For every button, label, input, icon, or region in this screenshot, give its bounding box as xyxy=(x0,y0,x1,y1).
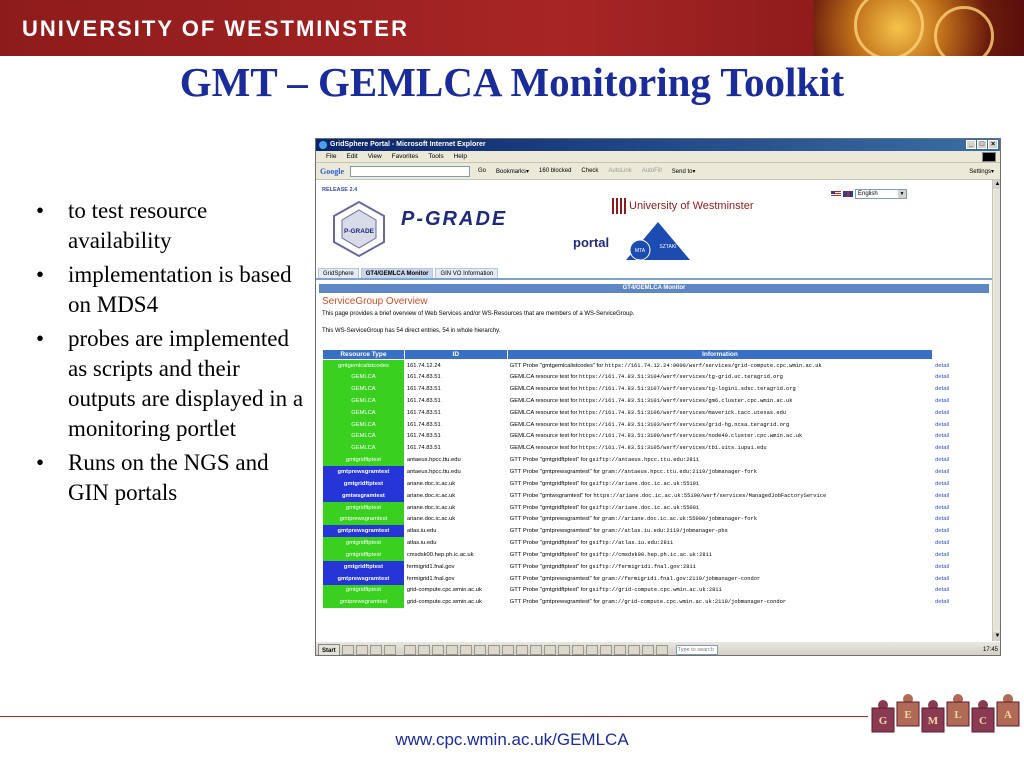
menu-edit[interactable]: Edit xyxy=(346,153,358,160)
entry-count-text: This WS-ServiceGroup has 54 direct entries, 54 in whole hierarchy. xyxy=(322,328,501,334)
resource-id-cell: 161.74.83.51 xyxy=(404,371,507,383)
information-cell xyxy=(507,549,932,561)
pgrade-title: P-GRADE xyxy=(401,208,508,230)
information-cell xyxy=(507,395,932,407)
resource-type-cell: gmtwsgramtest xyxy=(323,490,405,502)
bullet-item: • Runs on the NGS and GIN portals xyxy=(36,448,304,508)
banner-artwork xyxy=(814,0,1024,56)
resource-type-cell: gmtprewsgramtest xyxy=(323,466,405,478)
start-button[interactable]: Start xyxy=(318,644,340,656)
information-prefix: GTT Probe "gmtprewsgramtest" for xyxy=(509,575,602,582)
information-cell xyxy=(507,442,932,454)
window-titlebar xyxy=(316,139,1000,151)
resource-id-cell: 161.74.83.51 xyxy=(404,419,507,431)
windows-flag-icon xyxy=(982,152,996,162)
menu-file[interactable]: File xyxy=(326,153,337,160)
resource-id-cell: atlas.iu.edu xyxy=(404,525,507,537)
detail-link[interactable]: detail xyxy=(933,478,986,490)
resource-url: gram://grid-compute.cpc.wmin.ac.uk:2119/jobmanager-condor xyxy=(601,599,787,606)
detail-link[interactable]: detail xyxy=(933,596,986,608)
information-prefix: GTT Probe "gmtgridftptest" for xyxy=(509,480,590,487)
information-prefix: GTT Probe "gmtprewsgramtest" for xyxy=(509,469,602,476)
information-cell xyxy=(507,537,932,549)
detail-link[interactable]: detail xyxy=(933,371,986,383)
resource-url: gram://fermigrid1.fnal.gov:2119/jobmanager-condor xyxy=(601,575,761,582)
resource-url: https://161.74.83.51:3105/wsrf/services/tb1.uits.iupui.edu xyxy=(579,445,767,452)
taskbar-app-icon[interactable] xyxy=(432,645,444,655)
information-prefix: GTT Probe "gmtprewsgramtest" for xyxy=(509,516,602,523)
taskbar-app-icon[interactable] xyxy=(474,645,486,655)
taskbar-app-icon[interactable] xyxy=(530,645,542,655)
vertical-scrollbar[interactable] xyxy=(992,180,1001,641)
col-id: ID xyxy=(404,350,507,360)
resource-url: https://161.74.83.51:3100/wsrf/services/node40.cluster.cpc.wmin.ac.uk xyxy=(579,433,803,440)
us-flag-icon xyxy=(831,191,841,197)
pgrade-logo xyxy=(330,200,388,258)
table-row xyxy=(323,395,986,407)
col-detail-blank xyxy=(933,350,986,360)
web-page xyxy=(316,180,992,641)
go-button[interactable]: Go xyxy=(478,168,487,174)
resource-id-cell: 161.74.83.51 xyxy=(404,442,507,454)
detail-link[interactable]: detail xyxy=(933,502,986,514)
information-cell xyxy=(507,431,932,443)
information-cell xyxy=(507,454,932,466)
resource-type-cell: GEMLCA xyxy=(323,395,405,407)
scroll-up-arrow-icon[interactable]: ▲ xyxy=(994,181,1001,187)
detail-link[interactable]: detail xyxy=(933,360,986,372)
popup-blocked-button[interactable]: 160 blocked xyxy=(539,168,572,174)
table-row xyxy=(323,419,986,431)
information-prefix: GTT Probe "gmtgridftptest" for xyxy=(509,504,590,511)
taskbar-app-icon[interactable] xyxy=(446,645,458,655)
taskbar-app-icon[interactable] xyxy=(656,645,668,655)
footer-divider xyxy=(0,716,868,717)
service-group-table xyxy=(322,349,986,608)
table-row xyxy=(323,573,986,585)
menu-bar xyxy=(316,151,1000,163)
mta-sztaki-logo xyxy=(618,220,698,264)
information-cell xyxy=(507,419,932,431)
taskbar-search-input[interactable]: Type to search xyxy=(676,645,718,655)
information-cell xyxy=(507,360,932,372)
resource-id-cell: ariane.doc.ic.ac.uk xyxy=(404,490,507,502)
information-prefix: GEMLCA resource test for xyxy=(509,397,579,404)
information-cell xyxy=(507,490,932,502)
resource-url: https://161.74.83.51:3104/wsrf/services/tg-grid.uc.teragrid.org xyxy=(579,374,783,381)
tab-gin-vo-information[interactable]: GIN VO Information xyxy=(435,268,498,278)
information-prefix: GEMLCA resource test for xyxy=(509,409,579,416)
internet-explorer-icon xyxy=(319,141,327,149)
resource-type-cell: GEMLCA xyxy=(323,407,405,419)
send-to-button[interactable]: Send to▾ xyxy=(671,168,696,175)
taskbar-app-icon[interactable] xyxy=(600,645,612,655)
bullet-item: • probes are implemented as scripts and their outputs are displayed in a monitoring portlet xyxy=(36,324,304,444)
quicklaunch-icon[interactable] xyxy=(342,645,354,655)
resource-id-cell: ariane.doc.ic.ac.uk xyxy=(404,478,507,490)
table-row xyxy=(323,585,986,597)
resource-url: gsiftp://atlas.iu.edu:2811 xyxy=(589,540,674,547)
taskbar-app-icon[interactable] xyxy=(558,645,570,655)
taskbar-app-icon[interactable] xyxy=(572,645,584,655)
portal-word: portal xyxy=(573,235,610,250)
col-information: Information xyxy=(507,350,932,360)
section-title: ServiceGroup Overview xyxy=(322,296,428,307)
puzzle-piece xyxy=(947,694,969,726)
bookmarks-button[interactable]: Bookmarks▾ xyxy=(496,168,530,175)
detail-link[interactable]: detail xyxy=(933,490,986,502)
information-cell xyxy=(507,478,932,490)
bullet-list xyxy=(36,196,304,512)
detail-link[interactable]: detail xyxy=(933,431,986,443)
table-header-row xyxy=(323,350,986,360)
taskbar-app-icon[interactable] xyxy=(488,645,500,655)
menu-view[interactable]: View xyxy=(367,153,382,160)
resource-type-cell: GEMLCA xyxy=(323,383,405,395)
menu-tools[interactable]: Tools xyxy=(428,153,444,160)
resource-url: https://161.74.83.51:3103/wsrf/services/grid-hg.ncsa.teragrid.org xyxy=(579,421,790,428)
mta-text: MTA xyxy=(634,248,646,254)
information-cell xyxy=(507,371,932,383)
resource-type-cell: gmtprewsgramtest xyxy=(323,573,405,585)
language-dropdown[interactable] xyxy=(855,189,907,199)
information-prefix: GEMLCA resource test for xyxy=(509,433,579,440)
resource-id-cell: ariane.doc.ic.ac.uk xyxy=(404,513,507,525)
chevron-down-icon: ▼ xyxy=(899,191,905,197)
windows-taskbar xyxy=(316,641,1001,656)
uk-flag-icon xyxy=(843,191,853,197)
resource-url: https://161.74.83.51:3101/wsrf/services/gm6.cluster.cpc.wmin.ac.uk xyxy=(579,397,793,404)
resource-id-cell: antaeus.hpcc.ttu.edu xyxy=(404,454,507,466)
gemlca-puzzle-logo xyxy=(868,688,1024,750)
information-prefix: GEMLCA resource test for xyxy=(509,386,579,393)
table-row xyxy=(323,407,986,419)
detail-link[interactable]: detail xyxy=(933,383,986,395)
resource-type-cell: GEMLCA xyxy=(323,431,405,443)
banner-title: UNIVERSITY OF WESTMINSTER xyxy=(22,16,409,41)
information-prefix: GTT Probe "gmtgridftptest" for xyxy=(509,563,590,570)
information-prefix: GTT Probe "gmtwsgramtest" for xyxy=(509,492,594,499)
information-prefix: GTT Probe "gmtprewsgramtest" for xyxy=(509,599,602,606)
detail-link[interactable]: detail xyxy=(933,585,986,597)
resource-id-cell: 161.74.83.51 xyxy=(404,383,507,395)
language-selector xyxy=(831,189,907,199)
pgrade-logo-text: P-GRADE xyxy=(344,228,374,235)
resource-id-cell: 161.74.83.51 xyxy=(404,395,507,407)
taskbar-app-icon[interactable] xyxy=(502,645,514,655)
taskbar-app-icon[interactable] xyxy=(460,645,472,655)
resource-type-cell: gmtgridftptest xyxy=(323,537,405,549)
quicklaunch-icon[interactable] xyxy=(356,645,368,655)
puzzle-letter: M xyxy=(927,715,939,727)
information-prefix: GEMLCA resource test for xyxy=(509,445,579,452)
information-cell xyxy=(507,585,932,597)
westminster-logo-icon xyxy=(612,198,626,214)
resource-url: https://161.74.83.51:3106/wsrf/services/maverick.tacc.utexas.edu xyxy=(579,409,787,416)
information-cell xyxy=(507,513,932,525)
taskbar-app-icon[interactable] xyxy=(404,645,416,655)
quicklaunch-icon[interactable] xyxy=(384,645,396,655)
resource-type-cell: gmtgridftptest xyxy=(323,585,405,597)
detail-link[interactable]: detail xyxy=(933,525,986,537)
settings-button[interactable]: Settings▾ xyxy=(969,168,994,175)
resource-id-cell: grid-compute.cpc.wmin.ac.uk xyxy=(404,596,507,608)
information-cell xyxy=(507,407,932,419)
puzzle-letter: C xyxy=(979,715,987,727)
resource-id-cell: fermigrid1.fnal.gov xyxy=(404,561,507,573)
google-toolbar xyxy=(316,163,1000,180)
resource-id-cell: grid-compute.cpc.wmin.ac.uk xyxy=(404,585,507,597)
scroll-thumb[interactable] xyxy=(994,190,1001,630)
resource-url: gsiftp://antaeus.hpcc.ttu.edu:2811 xyxy=(589,457,700,464)
resource-id-cell: 161.74.83.51 xyxy=(404,431,507,443)
table-row xyxy=(323,360,986,372)
information-prefix: GEMLCA resource test for xyxy=(509,374,579,381)
detail-link[interactable]: detail xyxy=(933,549,986,561)
resource-type-cell: gmtgridftptest xyxy=(323,454,405,466)
information-prefix: GTT Probe "gmtprewsgramtest" for xyxy=(509,528,602,535)
university-name: University of Westminster xyxy=(629,200,754,212)
table-row xyxy=(323,490,986,502)
slide-title: GMT – GEMLCA Monitoring Toolkit xyxy=(179,59,845,105)
table-body xyxy=(323,360,986,609)
puzzle-piece xyxy=(922,700,944,732)
taskbar-app-icon[interactable] xyxy=(642,645,654,655)
detail-link[interactable]: detail xyxy=(933,466,986,478)
col-resource-type: Resource Type xyxy=(323,350,405,360)
table-row xyxy=(323,502,986,514)
resource-type-cell: gmtgemlcalistcodes xyxy=(323,360,405,372)
resource-url: gram://atlas.iu.edu:2119/jobmanager-pbs xyxy=(601,528,728,535)
resource-type-cell: GEMLCA xyxy=(323,371,405,383)
maximize-button[interactable]: □ xyxy=(977,140,987,149)
resource-url: gsiftp://cmsdsk00.hep.ph.ic.ac.uk:2811 xyxy=(589,551,713,558)
resource-type-cell: GEMLCA xyxy=(323,442,405,454)
university-banner xyxy=(0,0,1024,56)
resource-url: gram://antaeus.hpcc.ttu.edu:2119/jobmanager-fork xyxy=(601,469,757,476)
detail-link[interactable]: detail xyxy=(933,561,986,573)
table-row xyxy=(323,513,986,525)
resource-id-cell: antaeus.hpcc.ttu.edu xyxy=(404,466,507,478)
information-cell xyxy=(507,502,932,514)
information-cell xyxy=(507,596,932,608)
close-button[interactable]: × xyxy=(988,140,998,149)
table-row xyxy=(323,549,986,561)
taskbar-app-icon[interactable] xyxy=(516,645,528,655)
page-description: This page provides a brief overview of Web Services and/or WS-Resources that are members of a WS-ServiceGroup. xyxy=(322,311,635,317)
puzzle-piece xyxy=(972,700,994,732)
resource-type-cell: gmtgridftptest xyxy=(323,549,405,561)
resource-id-cell: cmsdsk00.hep.ph.ic.ac.uk xyxy=(404,549,507,561)
menu-favorites[interactable]: Favorites xyxy=(391,153,419,160)
information-prefix: GTT Probe "gmtgridftptest" for xyxy=(509,540,590,547)
minimize-button[interactable]: _ xyxy=(966,140,976,149)
detail-link[interactable]: detail xyxy=(933,454,986,466)
tab-gridsphere[interactable]: GridSphere xyxy=(318,268,359,278)
puzzle-letter: E xyxy=(904,709,912,721)
table-row xyxy=(323,442,986,454)
table-row xyxy=(323,466,986,478)
detail-link[interactable]: detail xyxy=(933,395,986,407)
taskbar-app-icon[interactable] xyxy=(614,645,626,655)
resource-id-cell: fermigrid1.fnal.gov xyxy=(404,573,507,585)
menu-help[interactable]: Help xyxy=(453,153,467,160)
resource-url: https://ariane.doc.ic.ac.uk:55100/wsrf/services/ManagedJobFactoryService xyxy=(593,492,827,499)
information-prefix: GTT Probe "gmtgridftptest" for xyxy=(509,551,590,558)
resource-url: gram://ariane.doc.ic.ac.uk:55000/jobmanager-fork xyxy=(601,516,757,523)
quicklaunch-icon[interactable] xyxy=(370,645,382,655)
portal-tabs xyxy=(316,268,992,280)
puzzle-piece xyxy=(897,694,919,726)
resource-url: gsiftp://fermigrid1.fnal.gov:2811 xyxy=(589,563,696,570)
language-value: English xyxy=(858,191,878,197)
bullet-item: • to test resource availability xyxy=(36,196,304,256)
check-button[interactable]: Check xyxy=(581,168,599,174)
bullet-item: • implementation is based on MDS4 xyxy=(36,260,304,320)
resource-type-cell: gmtprewsgramtest xyxy=(323,596,405,608)
release-label: RELEASE 2.4 xyxy=(322,187,358,193)
taskbar-clock: 17:45 xyxy=(982,646,998,653)
information-prefix: GTT Probe "gmtgridftptest" for xyxy=(509,457,590,464)
google-search-input[interactable] xyxy=(350,166,470,177)
google-logo: Google xyxy=(320,166,344,176)
resource-url: gsiftp://ariane.doc.ic.ac.uk:55001 xyxy=(589,504,700,511)
table-row xyxy=(323,454,986,466)
tab-gemlca-monitor[interactable]: GT4/GEMLCA Monitor xyxy=(361,268,434,278)
puzzle-letter: G xyxy=(878,715,888,727)
resource-id-cell: ariane.doc.ic.ac.uk xyxy=(404,502,507,514)
puzzle-letter: A xyxy=(1004,709,1012,721)
detail-link[interactable]: detail xyxy=(933,513,986,525)
resource-url: https://161.74.12.24:9000/wsrf/services/grid-compute.cpc.wmin.ac.uk xyxy=(604,362,822,369)
detail-link[interactable]: detail xyxy=(933,573,986,585)
sztaki-text: SZTAKI xyxy=(659,244,677,250)
information-cell xyxy=(507,525,932,537)
browser-window xyxy=(315,138,1001,656)
resource-type-cell: gmtprewsgramtest xyxy=(323,513,405,525)
table-row xyxy=(323,431,986,443)
table-row xyxy=(323,561,986,573)
resource-id-cell: 161.74.83.51 xyxy=(404,407,507,419)
table-row xyxy=(323,525,986,537)
resource-type-cell: gmtgridftptest xyxy=(323,478,405,490)
window-controls xyxy=(966,140,998,149)
resource-type-cell: gmtgridftptest xyxy=(323,502,405,514)
table-row xyxy=(323,478,986,490)
resource-id-cell: atlas.iu.edu xyxy=(404,537,507,549)
taskbar-app-icon[interactable] xyxy=(544,645,556,655)
information-cell xyxy=(507,466,932,478)
resource-id-cell: 161.74.12.24 xyxy=(404,360,507,372)
resource-url: gsiftp://ariane.doc.ic.ac.uk:55101 xyxy=(589,480,700,487)
window-title: GridSphere Portal - Microsoft Internet Explorer xyxy=(330,141,486,148)
information-cell xyxy=(507,561,932,573)
table-row xyxy=(323,371,986,383)
autolink-button[interactable]: AutoLink xyxy=(608,168,632,174)
detail-link[interactable]: detail xyxy=(933,419,986,431)
table-row xyxy=(323,383,986,395)
detail-link[interactable]: detail xyxy=(933,407,986,419)
puzzle-piece xyxy=(872,700,894,732)
detail-link[interactable]: detail xyxy=(933,442,986,454)
taskbar-app-icon[interactable] xyxy=(418,645,430,655)
detail-link[interactable]: detail xyxy=(933,537,986,549)
information-prefix: GTT Probe "gmtgridftptest" for xyxy=(509,587,590,594)
resource-url: gsiftp://grid-compute.cpc.wmin.ac.uk:2811 xyxy=(589,587,722,594)
resource-type-cell: GEMLCA xyxy=(323,419,405,431)
table-row xyxy=(323,596,986,608)
resource-type-cell: gmtprewsgramtest xyxy=(323,525,405,537)
taskbar-app-icon[interactable] xyxy=(628,645,640,655)
table-row xyxy=(323,537,986,549)
panel-header: GT4/GEMLCA Monitor xyxy=(319,284,989,293)
information-prefix: GEMLCA resource test for xyxy=(509,421,579,428)
information-cell xyxy=(507,573,932,585)
taskbar-app-icon[interactable] xyxy=(586,645,598,655)
information-cell xyxy=(507,383,932,395)
puzzle-piece xyxy=(997,694,1019,726)
resource-url: https://161.74.83.51:3107/wsrf/services/tg-login1.sdsc.teragrid.org xyxy=(579,386,796,393)
puzzle-letter: L xyxy=(954,709,962,721)
scroll-down-arrow-icon[interactable]: ▼ xyxy=(994,633,1001,639)
resource-type-cell: gmtgridftptest xyxy=(323,561,405,573)
information-prefix: GTT Probe "gmtgemlcalistcodes" for xyxy=(509,362,605,369)
autofill-button[interactable]: AutoFill xyxy=(641,168,662,174)
footer-url[interactable]: www.cpc.wmin.ac.uk/GEMLCA xyxy=(395,730,629,749)
